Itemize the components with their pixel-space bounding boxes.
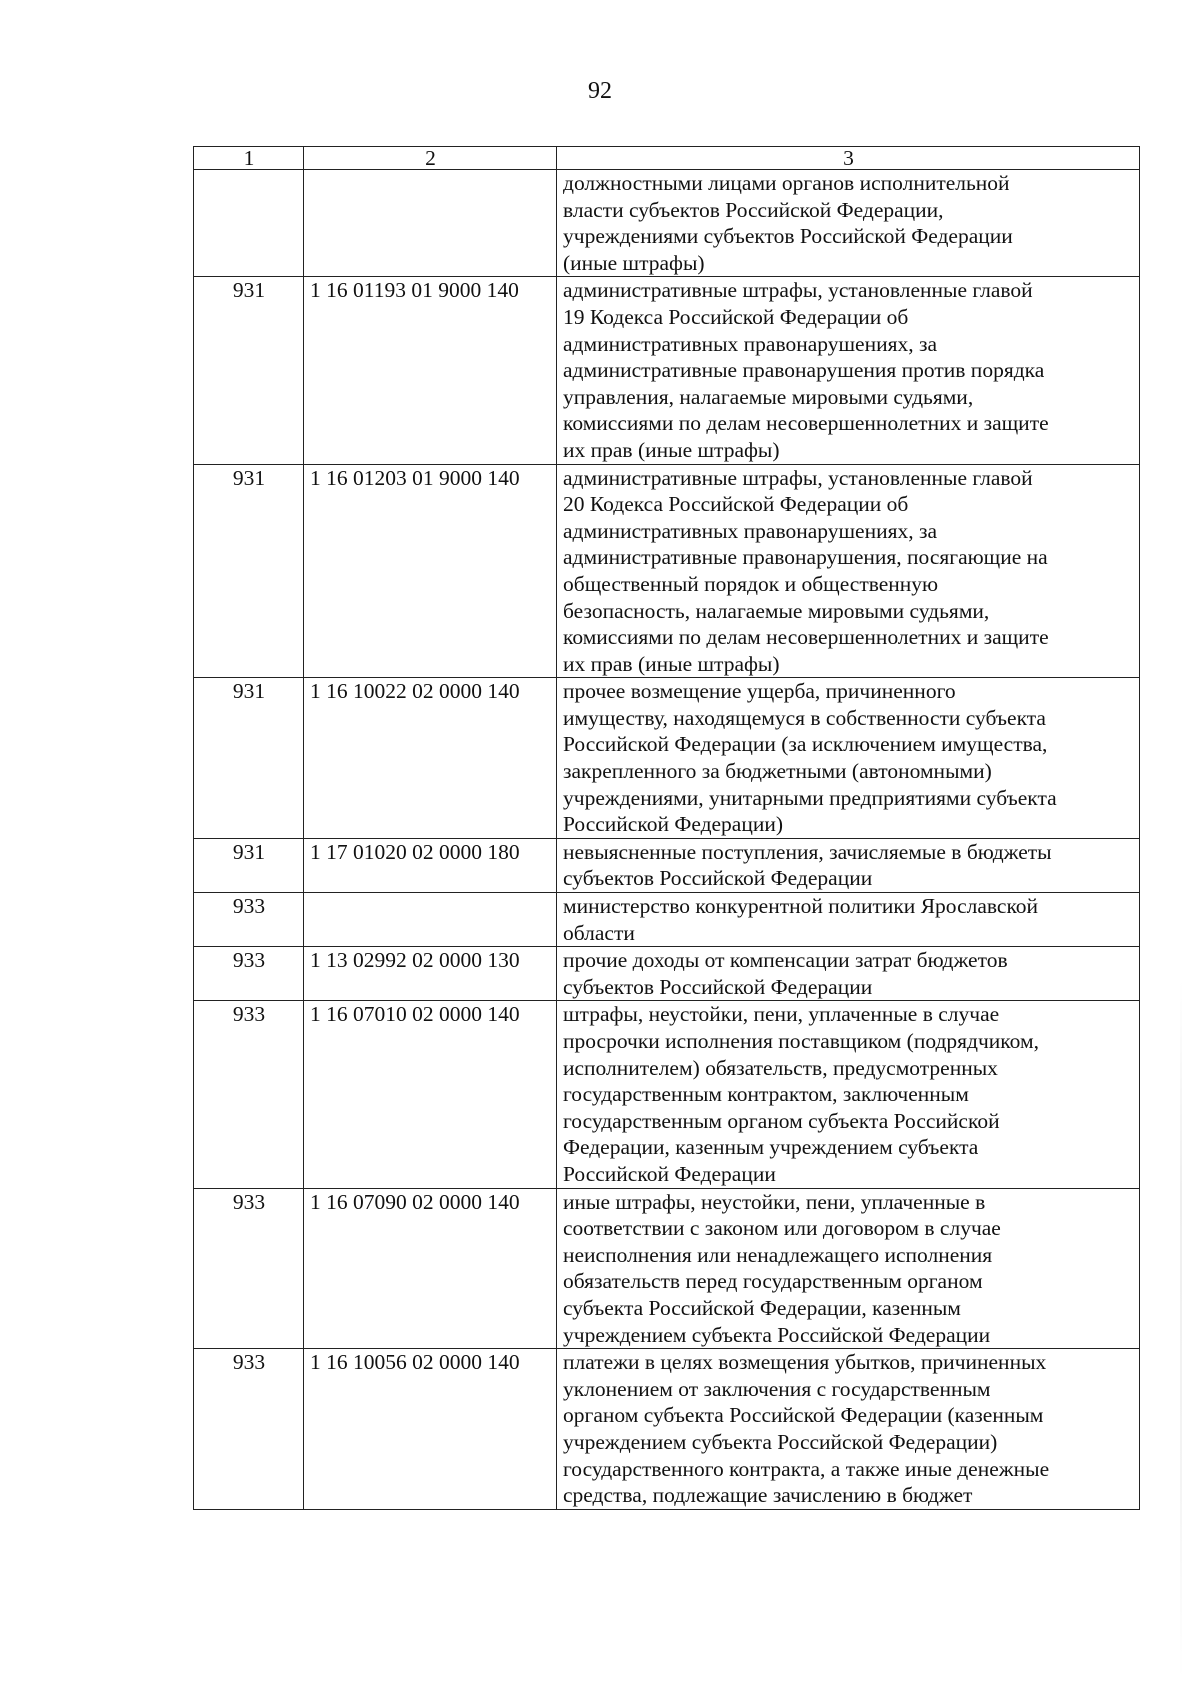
description-line: Российской Федерации [563, 1161, 776, 1186]
admin-code-cell [194, 170, 304, 277]
revenue-code-cell: 1 16 01193 01 9000 140 [304, 277, 557, 464]
revenue-code-cell: 1 17 01020 02 0000 180 [304, 838, 557, 892]
description-line: просрочки исполнения поставщиком (подрядчиком, [563, 1029, 1039, 1053]
revenue-code-cell [304, 893, 557, 947]
description-line: платежи в целях возмещения убытков, причиненных [563, 1350, 1047, 1375]
revenue-description-cell [557, 464, 1140, 678]
revenue-description-cell [557, 893, 1140, 947]
column-header-3: 3 [557, 147, 1140, 170]
description-line: 20 Кодекса Российской Федерации об [563, 492, 909, 517]
revenue-code-cell: 1 16 10056 02 0000 140 [304, 1349, 557, 1510]
table-row [194, 947, 1140, 1001]
description-line: соответствии с законом или договором в случае [563, 1216, 1001, 1241]
table-row [194, 170, 1140, 277]
table-row [194, 893, 1140, 947]
description-line: власти субъектов Российской Федерации, [563, 197, 944, 222]
admin-code-cell: 931 [194, 464, 304, 678]
table-header-row [194, 147, 1140, 170]
description-line: государственного контракта, а также иные денежные [563, 1456, 1050, 1481]
description-line: субъектов Российской Федерации [563, 974, 873, 999]
description-line: их прав (иные штрафы) [563, 651, 780, 676]
table-row [194, 1001, 1140, 1188]
column-header-2: 2 [304, 147, 557, 170]
table-row [194, 838, 1140, 892]
revenue-codes-table [193, 146, 1140, 1510]
description-line: комиссиями по делам несовершеннолетних и защите [563, 411, 1049, 436]
description-line: государственным контрактом, заключенным [563, 1082, 969, 1107]
description-line: области [563, 920, 635, 945]
description-line: прочее возмещение ущерба, причиненного [563, 679, 956, 704]
page-number: 92 [588, 78, 612, 104]
description-line: иные штрафы, неустойки, пени, уплаченные в [563, 1189, 986, 1214]
description-line: учреждениями субъектов Российской Федерации [563, 224, 1013, 249]
description-line: административных правонарушениях, за [563, 331, 938, 356]
description-line: безопасность, налагаемые мировыми судьями, [563, 598, 990, 623]
description-line: административные штрафы, установленные главой [563, 278, 1033, 303]
description-line: уклонением от заключения с государственным [563, 1376, 991, 1401]
revenue-description-cell [557, 947, 1140, 1001]
description-line: учреждением субъекта Российской Федерации [563, 1322, 991, 1347]
revenue-code-cell: 1 16 07090 02 0000 140 [304, 1188, 557, 1349]
description-line: закрепленного за бюджетными (автономными) [563, 759, 992, 784]
description-line: субъекта Российской Федерации, казенным [563, 1295, 961, 1320]
table-row [194, 1349, 1140, 1510]
description-line: средства, подлежащие зачислению в бюджет [563, 1483, 973, 1508]
table-row [194, 277, 1140, 464]
table-row [194, 1188, 1140, 1349]
table-row [194, 678, 1140, 839]
description-line: учреждением субъекта Российской Федерации) [563, 1429, 998, 1454]
description-line: министерство конкурентной политики Ярославской [563, 894, 1039, 919]
description-line: субъектов Российской Федерации [563, 866, 873, 891]
description-line: Российской Федерации (за исключением имущества, [563, 732, 1048, 757]
revenue-description-cell [557, 1001, 1140, 1188]
description-line: комиссиями по делам несовершеннолетних и защите [563, 625, 1049, 650]
description-line: 19 Кодекса Российской Федерации об [563, 304, 909, 329]
description-line: учреждениями, унитарными предприятиями субъекта [563, 785, 1057, 810]
description-line: исполнителем) обязательств, предусмотренных [563, 1055, 998, 1080]
admin-code-cell: 933 [194, 1001, 304, 1188]
revenue-code-cell: 1 16 07010 02 0000 140 [304, 1001, 557, 1188]
description-line: государственным органом субъекта Российской [563, 1108, 1000, 1133]
description-line: Федерации, казенным учреждением субъекта [563, 1135, 979, 1160]
description-line: административные правонарушения против порядка [563, 358, 1045, 383]
revenue-code-cell: 1 16 01203 01 9000 140 [304, 464, 557, 678]
admin-code-cell: 931 [194, 678, 304, 839]
description-line: неисполнения или ненадлежащего исполнения [563, 1242, 993, 1267]
revenue-description-cell [557, 838, 1140, 892]
revenue-description-cell [557, 678, 1140, 839]
description-line: штрафы, неустойки, пени, уплаченные в случае [563, 1002, 1000, 1027]
description-line: общественный порядок и общественную [563, 571, 939, 596]
table-row [194, 464, 1140, 678]
admin-code-cell: 933 [194, 893, 304, 947]
column-header-1: 1 [194, 147, 304, 170]
admin-code-cell: 931 [194, 277, 304, 464]
revenue-code-cell: 1 16 10022 02 0000 140 [304, 678, 557, 839]
description-line: имуществу, находящемуся в собственности субъекта [563, 705, 1046, 730]
description-line: Российской Федерации) [563, 812, 784, 837]
description-line: прочие доходы от компенсации затрат бюджетов [563, 948, 1008, 973]
revenue-description-cell [557, 277, 1140, 464]
description-line: обязательств перед государственным органом [563, 1269, 983, 1294]
revenue-description-cell [557, 170, 1140, 277]
scan-edge-artifact [1180, 980, 1182, 1680]
revenue-description-cell [557, 1349, 1140, 1510]
description-line: административные правонарушения, посягающие на [563, 545, 1048, 570]
description-line: органом субъекта Российской Федерации (казенным [563, 1403, 1044, 1428]
revenue-code-cell [304, 170, 557, 277]
description-line: их прав (иные штрафы) [563, 437, 780, 462]
description-line: (иные штрафы) [563, 250, 705, 275]
description-line: административных правонарушениях, за [563, 518, 938, 543]
description-line: управления, налагаемые мировыми судьями, [563, 384, 974, 409]
admin-code-cell: 933 [194, 1349, 304, 1510]
admin-code-cell: 931 [194, 838, 304, 892]
description-line: административные штрафы, установленные главой [563, 465, 1033, 490]
revenue-description-cell [557, 1188, 1140, 1349]
revenue-code-cell: 1 13 02992 02 0000 130 [304, 947, 557, 1001]
description-line: невыясненные поступления, зачисляемые в бюджеты [563, 839, 1052, 864]
admin-code-cell: 933 [194, 947, 304, 1001]
admin-code-cell: 933 [194, 1188, 304, 1349]
description-line: должностными лицами органов исполнительной [563, 171, 1010, 195]
